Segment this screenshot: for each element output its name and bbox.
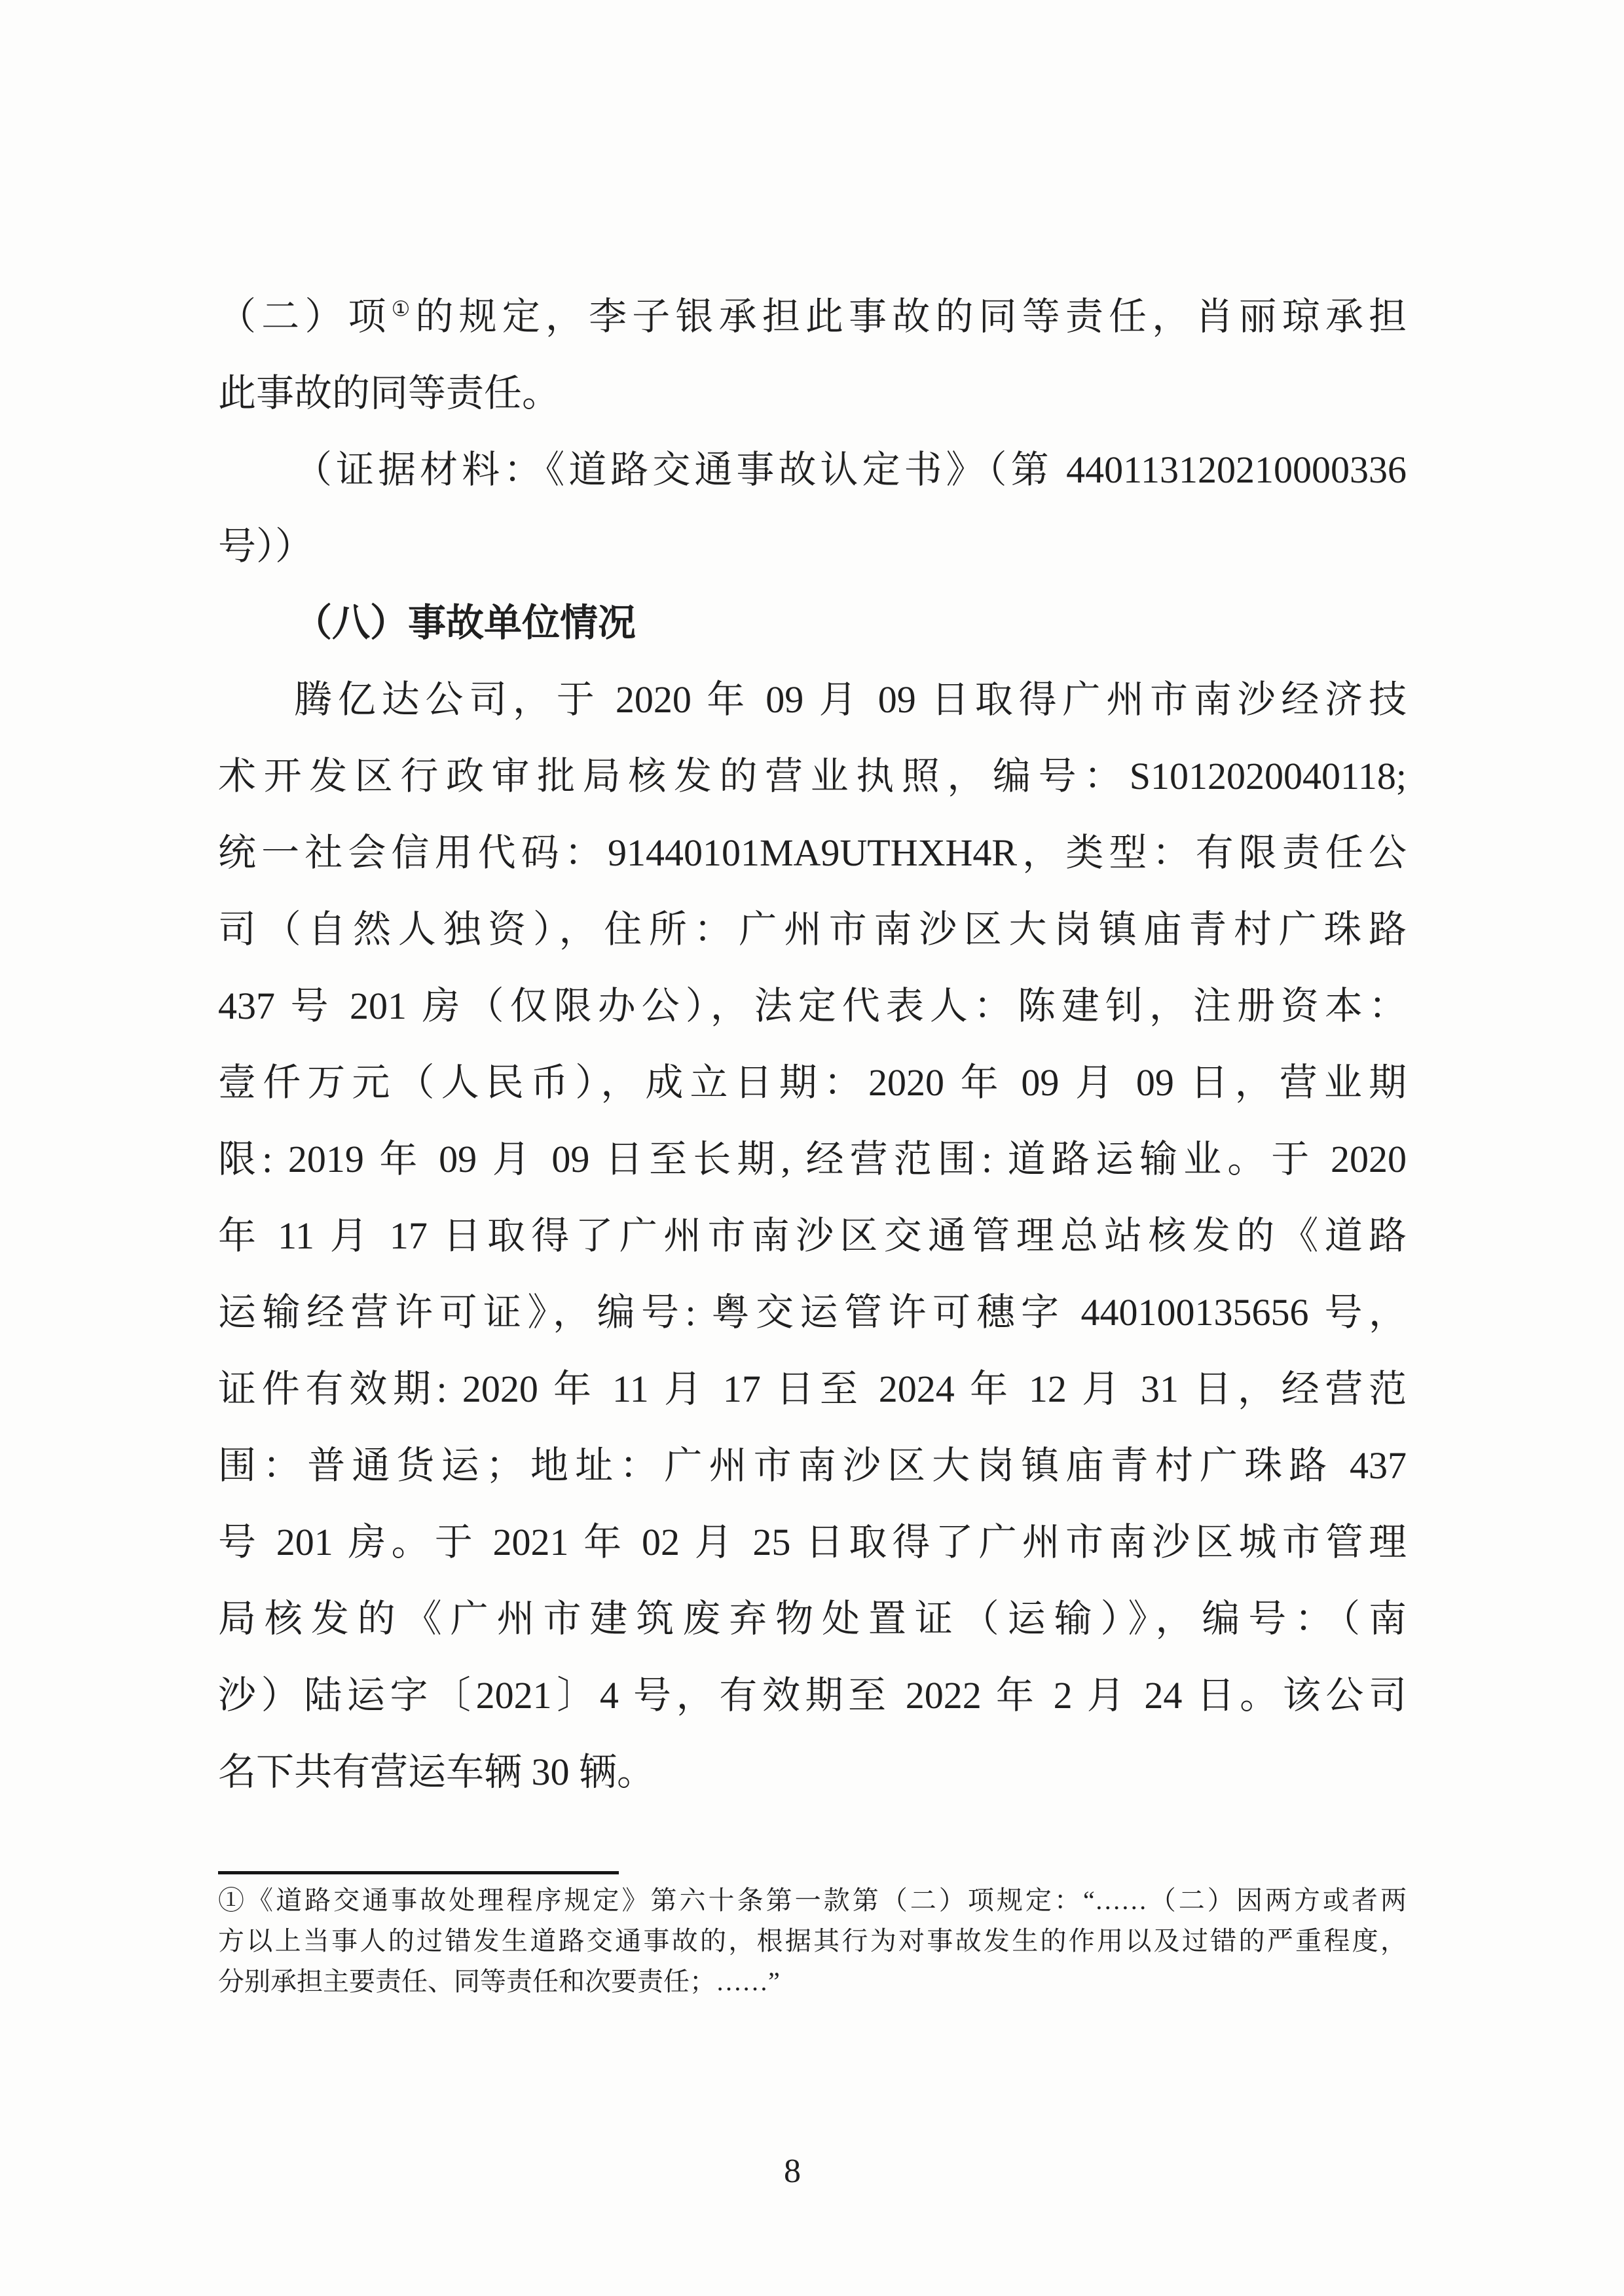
footnote-separator (218, 1871, 619, 1874)
body-line-09: 司（自然人独资），住所：广州市南沙区大岗镇庙青村广珠路 (218, 908, 1407, 951)
body-line-02: 此事故的同等责任。 (218, 372, 561, 414)
body-line-08: 统一社会信用代码：91440101MA9UTHXH4R，类型：有限责任公 (218, 831, 1407, 874)
body-line-13: 年 11 月 17 日取得了广州市南沙区交通管理总站核发的《道路 (218, 1214, 1407, 1257)
body-line-18: 局核发的《广州市建筑废弃物处置证（运输）》，编号：（南 (218, 1597, 1407, 1640)
body-text (218, 278, 1407, 1810)
page-number: 8 (784, 2153, 801, 2190)
body-line-01 (218, 278, 1407, 355)
body-line-07: 术开发区行政审批局核发的营业执照，编号：S1012020040118; (218, 755, 1407, 797)
body-line-11: 壹仟万元（人民币），成立日期：2020 年 09 月 09 日，营业期 (218, 1061, 1407, 1104)
body-line-01-text: （二）项 (218, 295, 392, 338)
body-line-17: 号 201 房。于 2021 年 02 月 25 日取得了广州市南沙区城市管理 (218, 1521, 1407, 1563)
body-line-16: 围：普通货运；地址：广州市南沙区大岗镇庙青村广珠路 437 (218, 1444, 1407, 1487)
footnote-line-2: 方以上当事人的过错发生道路交通事故的，根据其行为对事故发生的作用以及过错的严重程度， (218, 1926, 1407, 1956)
section-heading: （八）事故单位情况 (294, 602, 637, 644)
body-line-15: 证件有效期: 2020 年 11 月 17 日至 2024 年 12 月 31 日，经营范 (218, 1368, 1407, 1410)
body-line-06: 腾亿达公司，于 2020 年 09 月 09 日取得广州市南沙经济技 (294, 678, 1407, 721)
body-line-20: 名下共有营运车辆 30 辆。 (218, 1751, 655, 1793)
body-line-19: 沙）陆运字〔2021〕4 号，有效期至 2022 年 2 月 24 日。该公司 (218, 1674, 1407, 1717)
footnote (218, 1880, 1407, 2002)
body-line-03: （证据材料：《道路交通事故认定书》（第 440113120210000336 (294, 448, 1407, 491)
body-line-12: 限: 2019 年 09 月 09 日至长期, 经营范围: 道路运输业。于 2020 (218, 1138, 1407, 1180)
body-line-01-text-cont: 的规定，李子银承担此事故的同等责任，肖丽琼承担 (415, 295, 1407, 338)
footnote-ref-1-superscript: ① (391, 297, 416, 321)
body-line-10: 437 号 201 房（仅限办公），法定代表人：陈建钊，注册资本： (218, 985, 1407, 1027)
body-line-14: 运输经营许可证》，编号: 粤交运管许可穗字 440100135656 号， (218, 1291, 1407, 1334)
footnote-line-1: ①《道路交通事故处理程序规定》第六十条第一款第（二）项规定：“……（二）因两方或者两 (218, 1886, 1407, 1915)
footnote-line-3: 分别承担主要责任、同等责任和次要责任；……” (218, 1967, 780, 1996)
body-line-04: 号）） (218, 525, 314, 568)
